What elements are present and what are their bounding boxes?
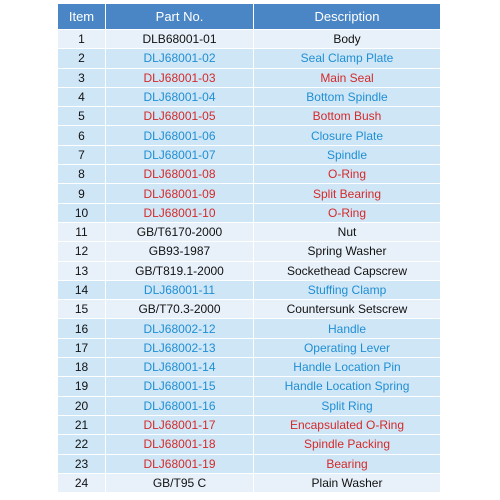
- cell-part-no: GB/T70.3-2000: [106, 300, 254, 319]
- cell-part-no: DLJ68001-06: [106, 126, 254, 145]
- cell-description: Bottom Bush: [254, 107, 441, 126]
- cell-item: 21: [58, 415, 106, 434]
- cell-part-no: DLJ68002-13: [106, 338, 254, 357]
- cell-item: 4: [58, 87, 106, 106]
- cell-item: 2: [58, 49, 106, 68]
- cell-description: Closure Plate: [254, 126, 441, 145]
- cell-part-no: DLJ68001-16: [106, 396, 254, 415]
- cell-description: Countersunk Setscrew: [254, 300, 441, 319]
- cell-part-no: DLJ68001-07: [106, 145, 254, 164]
- table-row: [58, 280, 441, 299]
- table-row: [58, 300, 441, 319]
- table-row: [58, 165, 441, 184]
- cell-part-no: GB93-1987: [106, 242, 254, 261]
- cell-part-no: DLJ68002-12: [106, 319, 254, 338]
- table-header: [58, 4, 441, 30]
- cell-item: 13: [58, 261, 106, 280]
- cell-description: Handle Location Pin: [254, 358, 441, 377]
- table-row: [58, 415, 441, 434]
- cell-item: 22: [58, 435, 106, 454]
- cell-part-no: DLJ68001-05: [106, 107, 254, 126]
- cell-description: Main Seal: [254, 68, 441, 87]
- cell-part-no: DLJ68001-19: [106, 454, 254, 473]
- table-row: [58, 107, 441, 126]
- column-header-item: Item: [58, 4, 106, 30]
- table-row: [58, 203, 441, 222]
- cell-description: Bottom Spindle: [254, 87, 441, 106]
- table-row: [58, 338, 441, 357]
- cell-part-no: DLJ68001-08: [106, 165, 254, 184]
- cell-description: Sockethead Capscrew: [254, 261, 441, 280]
- cell-item: 16: [58, 319, 106, 338]
- cell-item: 17: [58, 338, 106, 357]
- cell-item: 5: [58, 107, 106, 126]
- table-row: [58, 396, 441, 415]
- cell-item: 19: [58, 377, 106, 396]
- cell-part-no: DLJ68001-04: [106, 87, 254, 106]
- cell-item: 9: [58, 184, 106, 203]
- cell-part-no: DLJ68001-02: [106, 49, 254, 68]
- parts-list-sheet: [57, 3, 440, 497]
- cell-item: 18: [58, 358, 106, 377]
- cell-part-no: DLJ68001-18: [106, 435, 254, 454]
- cell-part-no: DLJ68001-11: [106, 280, 254, 299]
- cell-description: Spindle Packing: [254, 435, 441, 454]
- cell-description: Encapsulated O-Ring: [254, 415, 441, 434]
- cell-item: 15: [58, 300, 106, 319]
- parts-table: [57, 3, 441, 493]
- cell-part-no: DLJ68001-09: [106, 184, 254, 203]
- cell-part-no: GB/T95 C: [106, 473, 254, 492]
- header-row: [58, 4, 441, 30]
- table-row: [58, 126, 441, 145]
- cell-description: Stuffing Clamp: [254, 280, 441, 299]
- table-row: [58, 184, 441, 203]
- table-row: [58, 49, 441, 68]
- cell-item: 20: [58, 396, 106, 415]
- cell-item: 24: [58, 473, 106, 492]
- column-header-description: Description: [254, 4, 441, 30]
- table-row: [58, 30, 441, 49]
- table-row: [58, 473, 441, 492]
- cell-item: 8: [58, 165, 106, 184]
- cell-description: O-Ring: [254, 203, 441, 222]
- table-body: [58, 30, 441, 493]
- cell-description: Seal Clamp Plate: [254, 49, 441, 68]
- cell-description: Handle Location Spring: [254, 377, 441, 396]
- cell-description: Operating Lever: [254, 338, 441, 357]
- cell-part-no: DLJ68001-17: [106, 415, 254, 434]
- cell-part-no: DLJ68001-10: [106, 203, 254, 222]
- table-row: [58, 242, 441, 261]
- table-row: [58, 222, 441, 241]
- cell-part-no: DLJ68001-15: [106, 377, 254, 396]
- table-row: [58, 358, 441, 377]
- cell-item: 23: [58, 454, 106, 473]
- cell-item: 3: [58, 68, 106, 87]
- cell-description: Plain Washer: [254, 473, 441, 492]
- cell-description: O-Ring: [254, 165, 441, 184]
- table-row: [58, 145, 441, 164]
- cell-item: 6: [58, 126, 106, 145]
- cell-item: 7: [58, 145, 106, 164]
- cell-description: Spindle: [254, 145, 441, 164]
- table-row: [58, 319, 441, 338]
- cell-description: Body: [254, 30, 441, 49]
- cell-description: Handle: [254, 319, 441, 338]
- cell-description: Split Ring: [254, 396, 441, 415]
- table-row: [58, 435, 441, 454]
- cell-item: 11: [58, 222, 106, 241]
- table-row: [58, 68, 441, 87]
- cell-description: Spring Washer: [254, 242, 441, 261]
- cell-part-no: DLJ68001-03: [106, 68, 254, 87]
- cell-item: 14: [58, 280, 106, 299]
- cell-part-no: DLB68001-01: [106, 30, 254, 49]
- cell-description: Split Bearing: [254, 184, 441, 203]
- cell-part-no: GB/T6170-2000: [106, 222, 254, 241]
- cell-part-no: DLJ68001-14: [106, 358, 254, 377]
- cell-description: Bearing: [254, 454, 441, 473]
- table-row: [58, 377, 441, 396]
- table-row: [58, 87, 441, 106]
- cell-item: 10: [58, 203, 106, 222]
- cell-part-no: GB/T819.1-2000: [106, 261, 254, 280]
- cell-description: Nut: [254, 222, 441, 241]
- table-row: [58, 454, 441, 473]
- table-row: [58, 261, 441, 280]
- column-header-part-no: Part No.: [106, 4, 254, 30]
- cell-item: 1: [58, 30, 106, 49]
- cell-item: 12: [58, 242, 106, 261]
